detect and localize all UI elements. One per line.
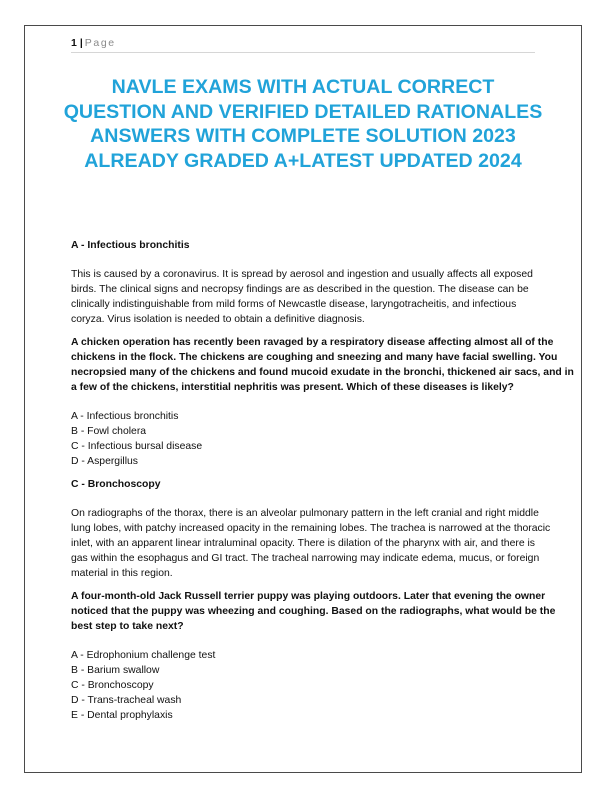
document-title bbox=[60, 75, 546, 173]
question-line: A four-month-old Jack Russell terrier puppy was playing outdoors. Later that evening the owner bbox=[71, 591, 546, 602]
page-separator: | bbox=[79, 37, 83, 49]
page-number: 1 bbox=[71, 37, 77, 49]
rationale-line: clinically indistinguishable from mild forms of Newcastle disease, laryngotracheitis, and infectious bbox=[71, 299, 517, 310]
option-item: D - Aspergillus bbox=[71, 456, 138, 467]
option-item: C - Infectious bursal disease bbox=[71, 441, 203, 452]
question-line: noticed that the puppy was wheezing and coughing. Based on the radiographs, what would be the bbox=[71, 606, 556, 617]
rationale-line: This is caused by a coronavirus. It is spread by aerosol and ingestion and usually affects all exposed bbox=[71, 269, 533, 280]
answer-heading-1: A - Infectious bronchitis bbox=[71, 240, 190, 251]
rationale-line: birds. The clinical signs and necropsy findings are as described in the question. The disease can be bbox=[71, 284, 529, 295]
rationale-line: material in this region. bbox=[71, 568, 173, 579]
option-item: B - Barium swallow bbox=[71, 665, 160, 676]
question-line: necropsied many of the chickens and found mucoid exudate in the bronchi, thickened air sacs, and in bbox=[71, 367, 574, 378]
page-header bbox=[71, 36, 535, 53]
rationale-2 bbox=[71, 506, 551, 581]
title-line: NAVLE EXAMS WITH ACTUAL CORRECT bbox=[111, 76, 495, 98]
option-item: E - Dental prophylaxis bbox=[71, 710, 173, 721]
rationale-line: On radiographs of the thorax, there is an alveolar pulmonary pattern in the left cranial and right middle bbox=[71, 508, 539, 519]
question-1-options bbox=[71, 409, 541, 469]
rationale-line: lung lobes, with patchy increased opacity in the remaining lobes. The trachea is narrowed at the thoracic bbox=[71, 523, 551, 534]
question-2 bbox=[71, 589, 556, 634]
option-item: A - Edrophonium challenge test bbox=[71, 650, 216, 661]
title-line: ALREADY GRADED A+LATEST UPDATED 2024 bbox=[84, 149, 522, 172]
question-line: A chicken operation has recently been ravaged by a respiratory disease affecting almost all of the bbox=[71, 337, 554, 348]
option-item: B - Fowl cholera bbox=[71, 426, 147, 437]
document-body bbox=[71, 238, 574, 723]
question-line: chickens in the flock. The chickens are coughing and sneezing and many have facial swelling. You bbox=[71, 352, 558, 363]
rationale-1 bbox=[71, 267, 541, 327]
rationale-line: gas within the esophagus and GI tract. The tracheal narrowing may indicate edema, mucus, or foreign bbox=[71, 553, 540, 564]
option-item: C - Bronchoscopy bbox=[71, 680, 154, 691]
rationale-line: inlet, with an apparent linear intraluminal opacity. There is dilation of the pharynx with air, and there is bbox=[71, 538, 535, 549]
option-item: D - Trans-tracheal wash bbox=[71, 695, 182, 706]
rationale-line: coryza. Virus isolation is needed to obtain a definitive diagnosis. bbox=[71, 314, 365, 325]
title-line: ANSWERS WITH COMPLETE SOLUTION 2023 bbox=[90, 125, 516, 147]
question-line: best step to take next? bbox=[71, 621, 184, 632]
page-label: Page bbox=[84, 37, 116, 49]
option-item: A - Infectious bronchitis bbox=[71, 411, 179, 422]
title-line: QUESTION AND VERIFIED DETAILED RATIONALES bbox=[63, 100, 543, 123]
question-1 bbox=[71, 335, 574, 395]
answer-heading-2: C - Bronchoscopy bbox=[71, 479, 161, 490]
question-line: a few of the chickens, interstitial nephritis was present. Which of these diseases is likely? bbox=[71, 382, 514, 393]
question-2-options bbox=[71, 648, 541, 723]
